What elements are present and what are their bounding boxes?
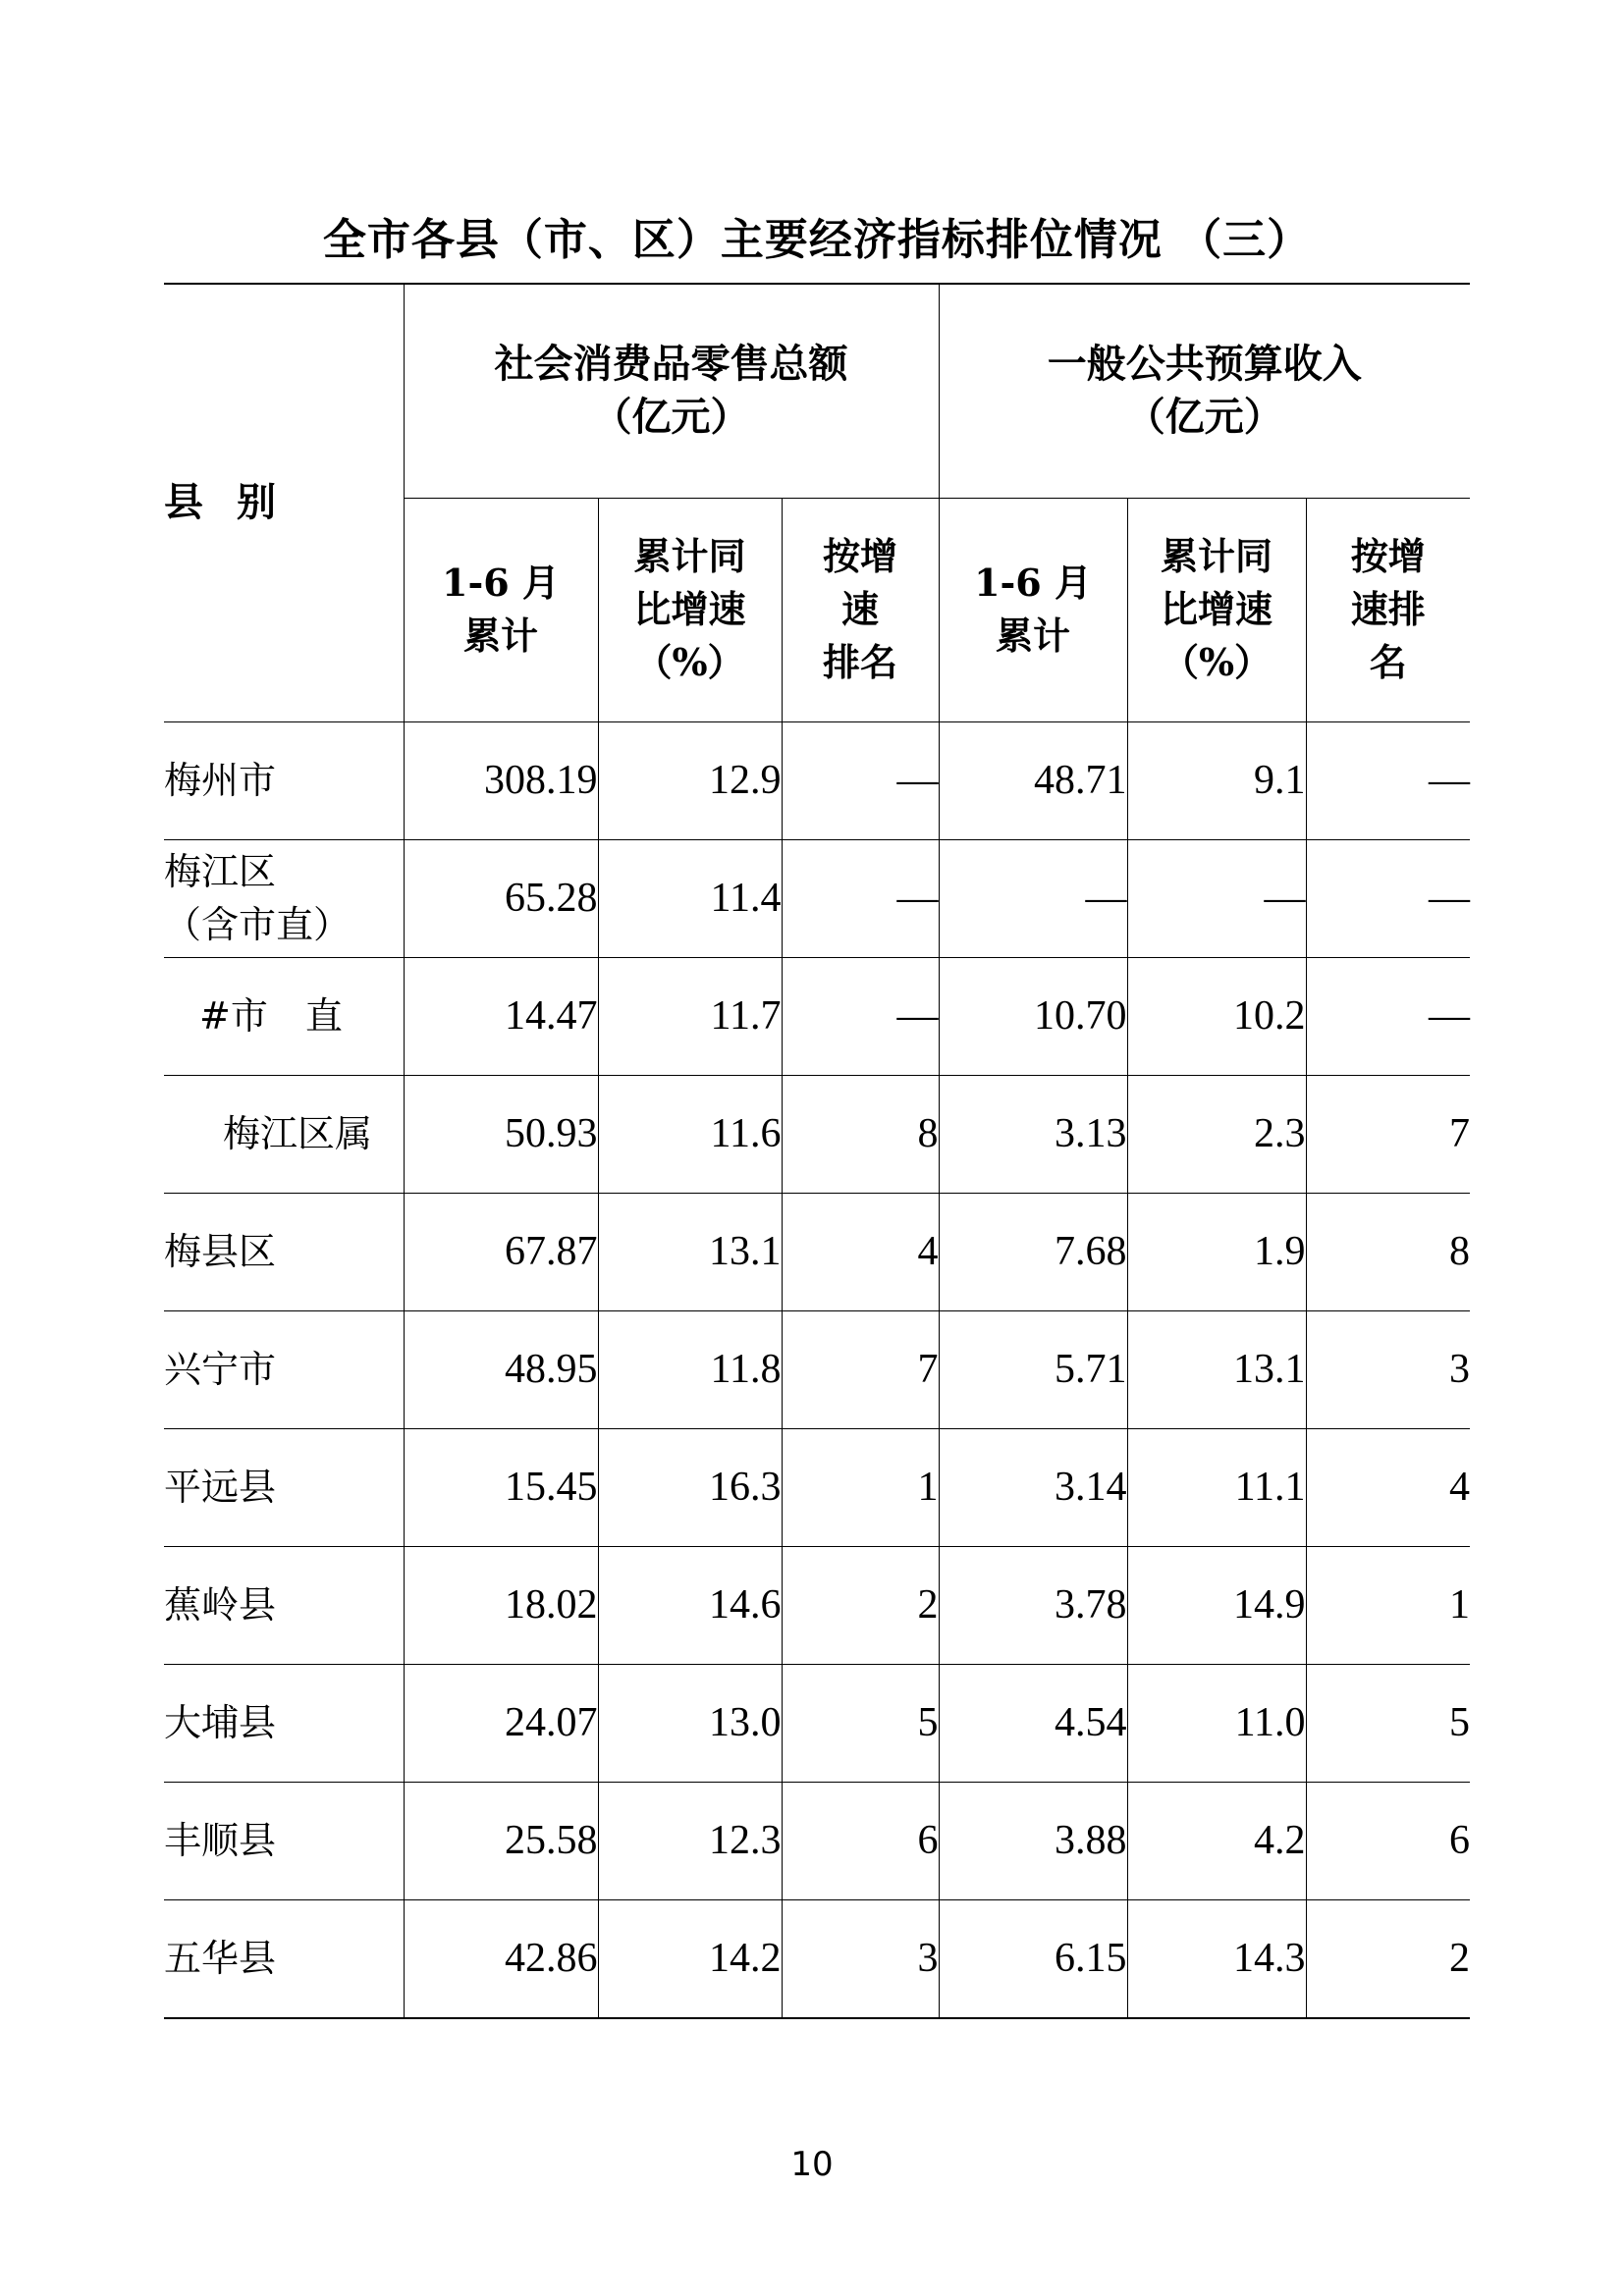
county-name: #市 直 [164,957,404,1075]
table-row [164,957,1470,1075]
budget-cumulative: 3.13 [939,1075,1127,1193]
county-name: 蕉岭县 [164,1546,404,1664]
header-line: 速 [841,587,880,631]
budget-rank: 5 [1306,1664,1470,1782]
page-number: 10 [790,2145,834,2184]
retail-growth: 16.3 [598,1428,782,1546]
retail-cumulative: 67.87 [404,1193,598,1310]
budget-growth: 11.0 [1127,1664,1306,1782]
retail-cumulative: 50.93 [404,1075,598,1193]
indicator-table [164,283,1470,2019]
retail-growth: 11.7 [598,957,782,1075]
budget-cumulative: 6.15 [939,1899,1127,2018]
table-row [164,1899,1470,2018]
retail-sales-group-header [404,284,939,498]
budget-rank: 7 [1306,1075,1470,1193]
page-title: 全市各县（市、区）主要经济指标排位情况 （三） [322,215,1312,265]
retail-growth: 14.6 [598,1546,782,1664]
budget-growth: 9.1 [1127,721,1306,839]
header-line: 按增 [1350,534,1426,578]
budget-growth: 10.2 [1127,957,1306,1075]
retail-rank: 5 [782,1664,939,1782]
budget-rank-header [1306,498,1470,721]
retail-cumulative: 48.95 [404,1310,598,1428]
table-row [164,1310,1470,1428]
retail-rank: — [782,721,939,839]
retail-rank: 6 [782,1782,939,1899]
table-row [164,1075,1470,1193]
table-row [164,1782,1470,1899]
header-line: （%） [634,640,745,684]
table-row [164,839,1470,957]
header-line: 1-6 月 [974,561,1092,605]
retail-cumulative: 14.47 [404,957,598,1075]
retail-sales-group-unit: （亿元） [592,394,750,441]
header-line: 速排 [1350,587,1426,631]
county-name: 梅江区属 [164,1075,404,1193]
budget-growth: 14.9 [1127,1546,1306,1664]
county-name [164,839,404,957]
budget-growth: 13.1 [1127,1310,1306,1428]
county-name: 平远县 [164,1428,404,1546]
budget-cumulative-header [939,498,1127,721]
county-name: 梅州市 [164,721,404,839]
county-name: 丰顺县 [164,1782,404,1899]
budget-cumulative: 4.54 [939,1664,1127,1782]
retail-rank: — [782,957,939,1075]
budget-growth: — [1127,839,1306,957]
retail-cumulative-header [404,498,598,721]
header-line: 按增 [823,534,898,578]
budget-growth: 2.3 [1127,1075,1306,1193]
budget-cumulative: — [939,839,1127,957]
budget-growth: 14.3 [1127,1899,1306,2018]
header-line: 累计 [996,614,1071,658]
retail-cumulative: 25.58 [404,1782,598,1899]
retail-cumulative: 42.86 [404,1899,598,2018]
budget-rank: 3 [1306,1310,1470,1428]
budget-cumulative: 5.71 [939,1310,1127,1428]
retail-cumulative: 18.02 [404,1546,598,1664]
budget-revenue-group-unit: （亿元） [1125,394,1283,441]
budget-rank: 8 [1306,1193,1470,1310]
budget-growth: 1.9 [1127,1193,1306,1310]
retail-growth: 11.4 [598,839,782,957]
header-line: 排名 [823,640,898,684]
county-name: 五华县 [164,1899,404,2018]
retail-cumulative: 65.28 [404,839,598,957]
retail-growth: 11.6 [598,1075,782,1193]
retail-rank-header [782,498,939,721]
budget-growth-header [1127,498,1306,721]
retail-growth: 13.1 [598,1193,782,1310]
header-line: 比增速 [633,587,746,631]
budget-rank: 6 [1306,1782,1470,1899]
retail-rank: 2 [782,1546,939,1664]
county-name: 大埔县 [164,1664,404,1782]
county-column-header: 县别 [164,284,404,721]
header-line: 累计同 [1161,534,1273,578]
retail-rank: 7 [782,1310,939,1428]
table-row [164,721,1470,839]
header-line: 累计 [462,614,538,658]
budget-rank: — [1306,957,1470,1075]
retail-rank: 4 [782,1193,939,1310]
retail-rank: 1 [782,1428,939,1546]
budget-growth: 11.1 [1127,1428,1306,1546]
budget-rank: — [1306,839,1470,957]
county-name: 梅县区 [164,1193,404,1310]
retail-growth: 13.0 [598,1664,782,1782]
budget-cumulative: 7.68 [939,1193,1127,1310]
retail-rank: 3 [782,1899,939,2018]
header-line: 比增速 [1161,587,1273,631]
retail-cumulative: 24.07 [404,1664,598,1782]
retail-rank: — [782,839,939,957]
budget-rank: 2 [1306,1899,1470,2018]
table-row [164,1428,1470,1546]
header-line: （%） [1161,640,1272,684]
budget-cumulative: 3.78 [939,1546,1127,1664]
retail-growth: 14.2 [598,1899,782,2018]
table-row [164,1546,1470,1664]
header-line: 累计同 [633,534,746,578]
retail-growth: 12.3 [598,1782,782,1899]
budget-cumulative: 48.71 [939,721,1127,839]
county-name: 兴宁市 [164,1310,404,1428]
table-row [164,1664,1470,1782]
header-line: 名 [1369,640,1407,684]
budget-rank: 1 [1306,1546,1470,1664]
budget-rank: — [1306,721,1470,839]
retail-cumulative: 308.19 [404,721,598,839]
retail-growth: 12.9 [598,721,782,839]
budget-cumulative: 10.70 [939,957,1127,1075]
budget-revenue-group-header [939,284,1470,498]
county-name-line: （含市直） [164,903,352,946]
retail-cumulative: 15.45 [404,1428,598,1546]
table-row [164,1193,1470,1310]
retail-growth-header [598,498,782,721]
retail-sales-group-name: 社会消费品零售总额 [494,341,848,388]
budget-revenue-group-name: 一般公共预算收入 [1047,341,1362,388]
budget-rank: 4 [1306,1428,1470,1546]
budget-cumulative: 3.14 [939,1428,1127,1546]
budget-cumulative: 3.88 [939,1782,1127,1899]
county-name-line: 梅江区 [164,850,277,893]
header-line: 1-6 月 [442,561,560,605]
retail-growth: 11.8 [598,1310,782,1428]
budget-growth: 4.2 [1127,1782,1306,1899]
retail-rank: 8 [782,1075,939,1193]
